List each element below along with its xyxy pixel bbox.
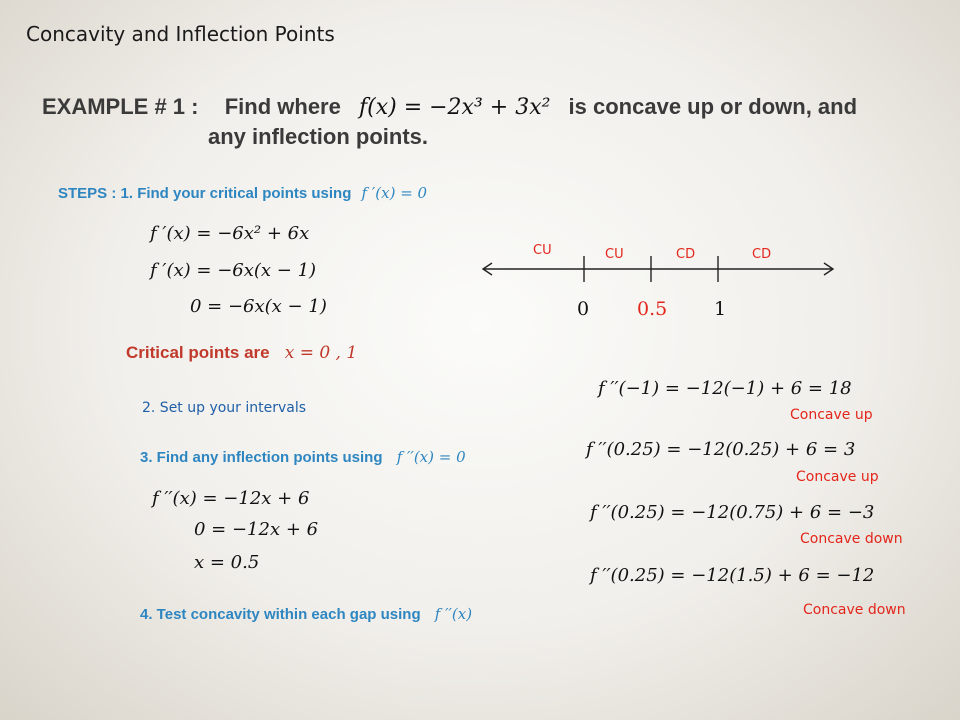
test-result: Concave up xyxy=(790,407,873,423)
step-4-formula: f ′′(x) xyxy=(434,605,473,623)
step-3-text: 3. Find any inflection points using xyxy=(140,449,383,466)
second-derivative-line-1: f ′′(x) = −12x + 6 xyxy=(152,488,310,509)
step-3-formula: f ′′(x) = 0 xyxy=(396,448,466,466)
test-formula: f ′′(−1) = −12(−1) + 6 = 18 xyxy=(598,378,852,399)
example-label: EXAMPLE # 1 : xyxy=(42,94,199,119)
example-line2: any inflection points. xyxy=(208,124,429,149)
derivative-line-3: 0 = −6x(x − 1) xyxy=(190,296,327,317)
test-formula: f ′′(0.25) = −12(1.5) + 6 = −12 xyxy=(590,565,875,586)
step-4 xyxy=(140,605,472,623)
test-formula: f ′′(0.25) = −12(0.75) + 6 = −3 xyxy=(590,502,875,523)
interval-label: CU xyxy=(533,243,552,258)
step-2: 2. Set up your intervals xyxy=(142,400,307,416)
interval-label: CD xyxy=(676,247,696,262)
second-derivative-line-2: 0 = −12x + 6 xyxy=(194,519,319,540)
step-1-formula: f ′(x) = 0 xyxy=(361,184,428,202)
test-formula: f ′′(0.25) = −12(0.25) + 6 = 3 xyxy=(586,439,856,460)
number-line xyxy=(478,256,838,286)
step-4-text: 4. Test concavity within each gap using xyxy=(140,606,421,623)
second-derivative-line-3: x = 0.5 xyxy=(194,552,260,573)
critical-formula: x = 0 , 1 xyxy=(284,343,358,363)
test-result: Concave down xyxy=(800,531,903,547)
critical-text: Critical points are xyxy=(126,343,270,362)
test-result: Concave down xyxy=(803,602,906,618)
tick-label: 0.5 xyxy=(637,298,668,320)
test-result: Concave up xyxy=(796,469,879,485)
critical-points xyxy=(126,343,357,363)
example-find-where: Find where xyxy=(224,94,341,119)
step-1-text: STEPS : 1. Find your critical points using xyxy=(58,185,352,202)
derivative-line-2: f ′(x) = −6x(x − 1) xyxy=(150,260,317,281)
example-statement xyxy=(42,94,857,120)
tick-label: 1 xyxy=(714,298,727,320)
step-1 xyxy=(58,184,427,202)
example-function: f(x) = −2x³ + 3x² xyxy=(358,95,551,120)
interval-label: CU xyxy=(605,247,624,262)
derivative-line-1: f ′(x) = −6x² + 6x xyxy=(150,223,310,244)
tick-label: 0 xyxy=(577,298,590,320)
interval-label: CD xyxy=(752,247,772,262)
example-rest: is concave up or down, and xyxy=(568,94,858,119)
step-3 xyxy=(140,448,466,466)
page-title: Concavity and Inflection Points xyxy=(26,22,335,46)
